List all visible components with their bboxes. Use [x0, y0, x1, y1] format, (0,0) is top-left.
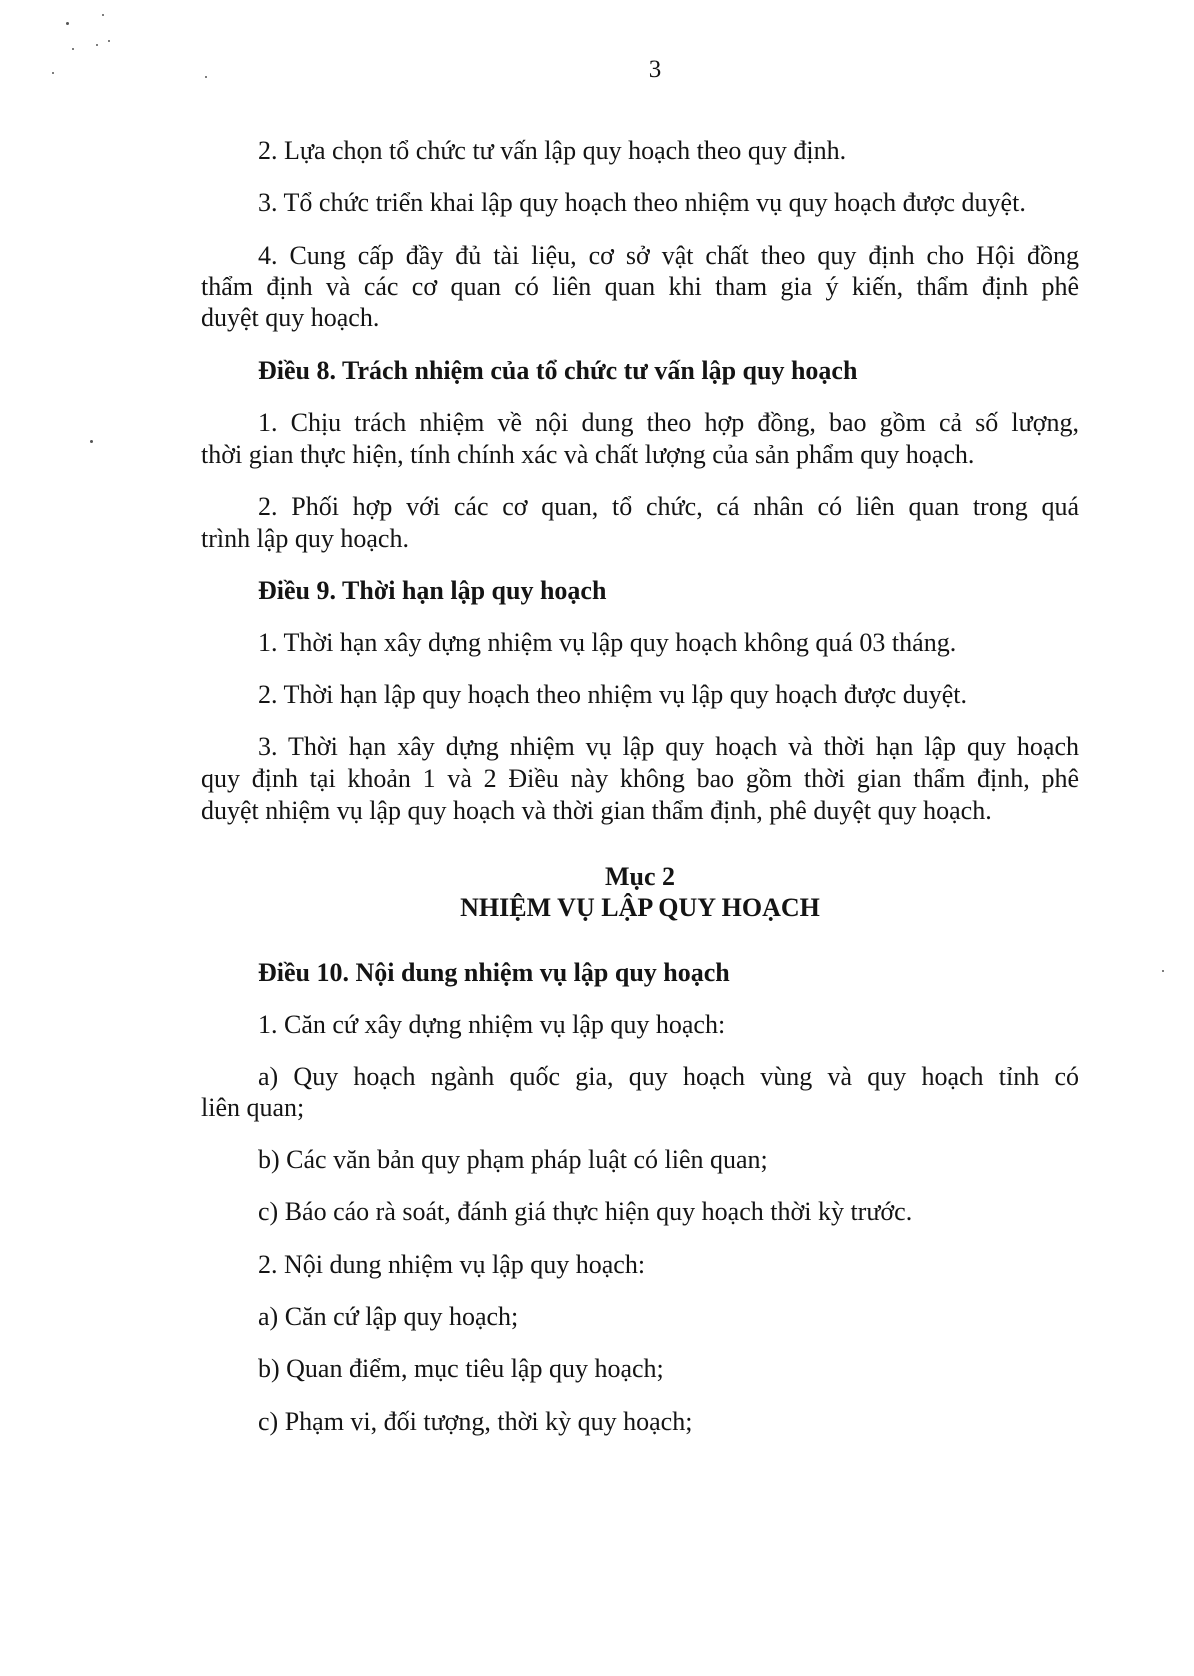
text-line: thời gian thực hiện, tính chính xác và chất lượng của sản phẩm quy hoạch.	[201, 440, 975, 469]
text-line: 3. Thời hạn xây dựng nhiệm vụ lập quy hoạch và thời hạn lập quy hoạch	[258, 732, 1079, 761]
text-line: c) Phạm vi, đối tượng, thời kỳ quy hoạch;	[258, 1407, 693, 1436]
article-heading: Điều 9. Thời hạn lập quy hoạch	[258, 576, 607, 605]
text-line: 1. Thời hạn xây dựng nhiệm vụ lập quy hoạch không quá 03 tháng.	[258, 628, 957, 657]
text-line: b) Quan điểm, mục tiêu lập quy hoạch;	[258, 1354, 664, 1383]
text-line: 1. Chịu trách nhiệm về nội dung theo hợp đồng, bao gồm cả số lượng,	[258, 408, 1079, 437]
article-heading: Điều 10. Nội dung nhiệm vụ lập quy hoạch	[258, 958, 730, 987]
text-line: 2. Lựa chọn tổ chức tư vấn lập quy hoạch theo quy định.	[258, 136, 847, 165]
text-line: liên quan;	[201, 1093, 305, 1122]
text-line: duyệt nhiệm vụ lập quy hoạch và thời gian thẩm định, phê duyệt quy hoạch.	[201, 796, 992, 825]
text-line: c) Báo cáo rà soát, đánh giá thực hiện quy hoạch thời kỳ trước.	[258, 1197, 913, 1226]
text-line: trình lập quy hoạch.	[201, 524, 409, 553]
section-title: NHIỆM VỤ LẬP QUY HOẠCH	[460, 893, 820, 922]
text-line: 3. Tổ chức triển khai lập quy hoạch theo nhiệm vụ quy hoạch được duyệt.	[258, 188, 1026, 217]
text-line: 4. Cung cấp đầy đủ tài liệu, cơ sở vật chất theo quy định cho Hội đồng	[258, 241, 1079, 270]
page-number: 3	[648, 56, 662, 83]
text-line: 2. Thời hạn lập quy hoạch theo nhiệm vụ lập quy hoạch được duyệt.	[258, 680, 968, 709]
text-line: b) Các văn bản quy phạm pháp luật có liên quan;	[258, 1145, 768, 1174]
text-line: 2. Nội dung nhiệm vụ lập quy hoạch:	[258, 1250, 646, 1279]
article-heading: Điều 8. Trách nhiệm của tổ chức tư vấn lập quy hoạch	[258, 356, 858, 385]
text-line: thẩm định và các cơ quan có liên quan khi tham gia ý kiến, thẩm định phê	[201, 272, 1079, 301]
text-line: 1. Căn cứ xây dựng nhiệm vụ lập quy hoạch:	[258, 1010, 726, 1039]
text-line: 2. Phối hợp với các cơ quan, tổ chức, cá nhân có liên quan trong quá	[258, 492, 1079, 521]
text-line: a) Căn cứ lập quy hoạch;	[258, 1302, 519, 1331]
text-line: duyệt quy hoạch.	[201, 303, 380, 332]
section-label: Mục 2	[604, 862, 676, 891]
text-line: quy định tại khoản 1 và 2 Điều này không bao gồm thời gian thẩm định, phê	[201, 764, 1079, 793]
text-line: a) Quy hoạch ngành quốc gia, quy hoạch vùng và quy hoạch tỉnh có	[258, 1062, 1079, 1091]
